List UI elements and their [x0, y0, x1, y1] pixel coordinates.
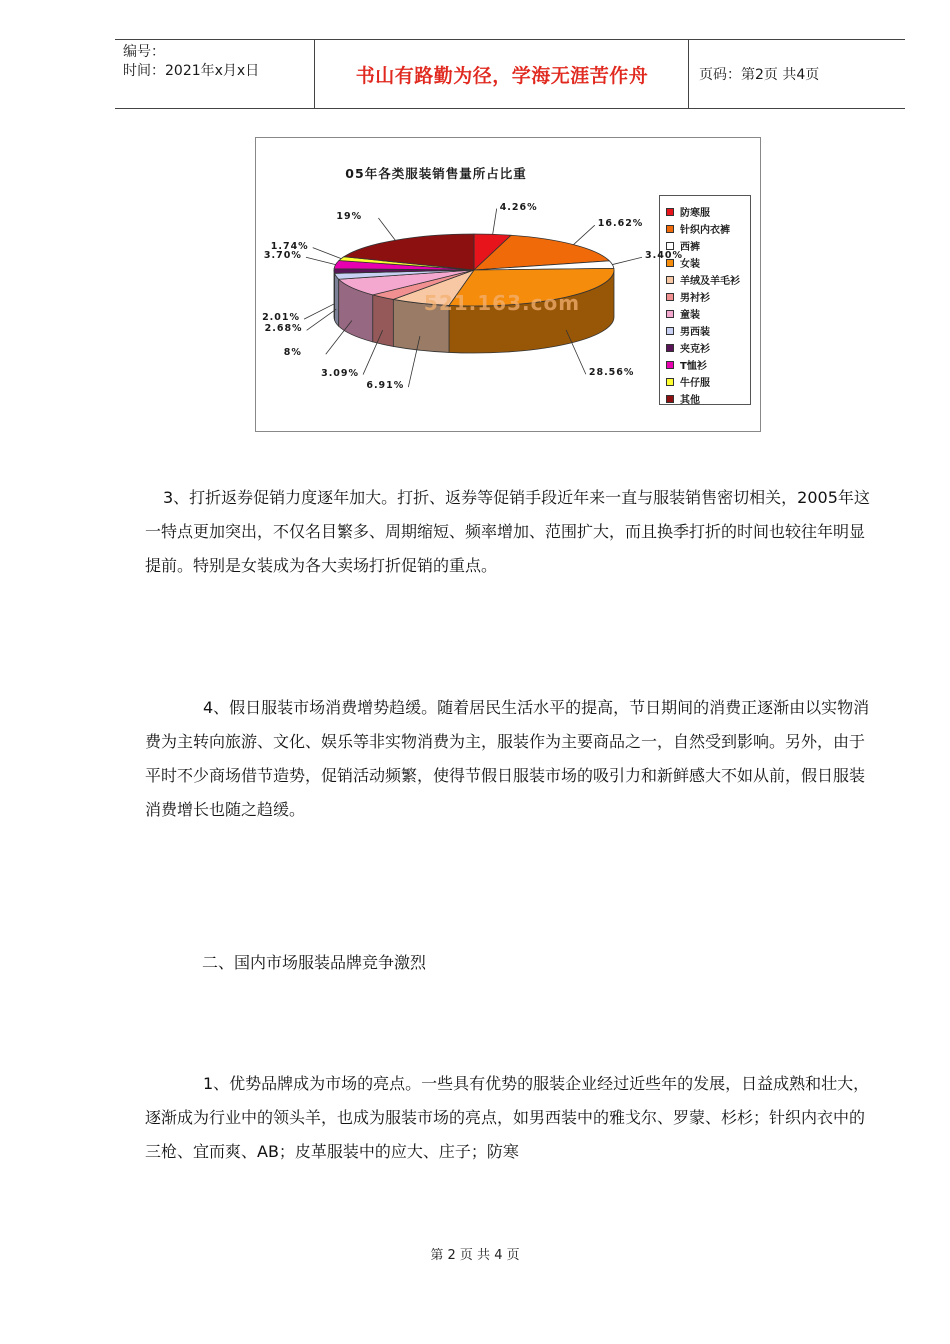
paragraph-3: 3、打折返券促销力度逐年加大。打折、返券等促销手段近年来一直与服装销售密切相关，2005年这一特点更加突出，不仅名目繁多、周期缩短、频率增加、范围扩大，而且换季打折的时间也较往年明显提前。特别是女装成为各大卖场打折促销的重点。 — [145, 488, 870, 575]
legend-item — [666, 305, 750, 322]
legend-swatch — [666, 225, 674, 233]
legend-swatch — [666, 208, 674, 216]
legend-label: 夹克衫 — [680, 344, 710, 355]
legend-label: T恤衫 — [680, 361, 707, 372]
legend-item — [666, 373, 750, 390]
legend-swatch — [666, 344, 674, 352]
pie-value-label: 3.70% — [263, 250, 302, 262]
legend-label: 其他 — [680, 395, 700, 406]
legend-label: 男衬衫 — [680, 293, 710, 304]
pie-value-label: 2.68% — [264, 323, 303, 335]
pie-value-label: 3.09% — [321, 367, 360, 379]
header-page-info: 页码：第2页 共4页 — [699, 67, 820, 83]
leader-line-2 — [612, 257, 642, 264]
section-heading: 二、国内市场服装品牌竞争激烈 — [202, 953, 427, 972]
legend-label: 针织内衣裤 — [680, 225, 730, 236]
page-footer: 第 2 页 共 4 页 — [430, 1248, 520, 1263]
legend-item — [666, 288, 750, 305]
legend-item — [666, 339, 750, 356]
pie-value-label: 6.91% — [366, 380, 405, 392]
legend-item — [666, 271, 750, 288]
pie-value-label: 2.01% — [262, 312, 301, 324]
legend-label: 羊绒及羊毛衫 — [680, 276, 740, 287]
leader-line-11 — [378, 218, 395, 240]
serial-label: 编号： — [123, 44, 165, 60]
paragraph-4: 4、假日服装市场消费增势趋缓。随着居民生活水平的提高，节日期间的消费正逐渐由以实物消费为主转向旅游、文化、娱乐等非实物消费为主，服装作为主要商品之一，自然受到影响。另外，由于平时不少商场借节造势，促销活动频繁，使得节假日服装市场的吸引力和新鲜感大不如从前，假日服装消费增长也随之趋缓。 — [145, 698, 870, 819]
leader-line-7 — [307, 309, 337, 330]
pie-value-label: 4.26% — [499, 201, 538, 213]
legend-swatch — [666, 276, 674, 284]
legend-swatch — [666, 293, 674, 301]
header-motto: 书山有路勤为径，学海无涯苦作舟 — [316, 40, 689, 108]
legend-swatch — [666, 361, 674, 369]
leader-line-9 — [306, 257, 336, 264]
legend-label: 男西装 — [680, 327, 710, 338]
legend-label: 牛仔服 — [680, 378, 710, 389]
paragraph-1: 1、优势品牌成为市场的亮点。一些具有优势的服装企业经过近些年的发展，日益成熟和壮大，逐渐成为行业中的领头羊，也成为服装市场的亮点，如男西装中的雅戈尔、罗蒙、杉杉；针织内衣中的三枪、宜而爽、AB；皮革服装中的应大、庄子；防寒 — [145, 1074, 870, 1161]
legend-item — [666, 220, 750, 237]
legend-item — [666, 322, 750, 339]
header-meta — [115, 40, 315, 108]
chart-title: 05年各类服装销售量所占比重 — [345, 166, 527, 181]
legend-item — [666, 390, 750, 407]
pie-value-label: 3.40% — [645, 250, 684, 262]
legend-item — [666, 203, 750, 220]
legend-swatch — [666, 310, 674, 318]
chart-legend — [659, 195, 751, 405]
pie-value-label: 16.62% — [597, 218, 644, 230]
chart-watermark: 521.163.com — [423, 291, 581, 315]
leader-line-1 — [573, 225, 594, 244]
legend-label: 西裤 — [680, 242, 700, 253]
pie-value-label: 1.74% — [270, 240, 309, 252]
time-label: 时间：2021年x月x日 — [123, 63, 260, 79]
legend-swatch — [666, 327, 674, 335]
leader-line-8 — [304, 304, 334, 319]
pie-side-7 — [335, 273, 339, 326]
legend-swatch — [666, 395, 674, 403]
leader-line-10 — [313, 248, 341, 259]
pie-value-label: 8% — [283, 347, 302, 359]
pie-value-label: 19% — [336, 211, 363, 223]
legend-label: 女装 — [680, 259, 700, 270]
leader-line-0 — [493, 209, 497, 235]
pie-chart — [255, 137, 761, 432]
legend-label: 防寒服 — [680, 208, 710, 219]
legend-label: 童装 — [680, 310, 700, 321]
pie-value-label: 28.56% — [588, 367, 635, 379]
legend-item — [666, 356, 750, 373]
legend-swatch — [666, 378, 674, 386]
pie-side-5 — [373, 295, 394, 347]
legend-swatch — [666, 242, 674, 250]
header-table — [115, 39, 905, 109]
